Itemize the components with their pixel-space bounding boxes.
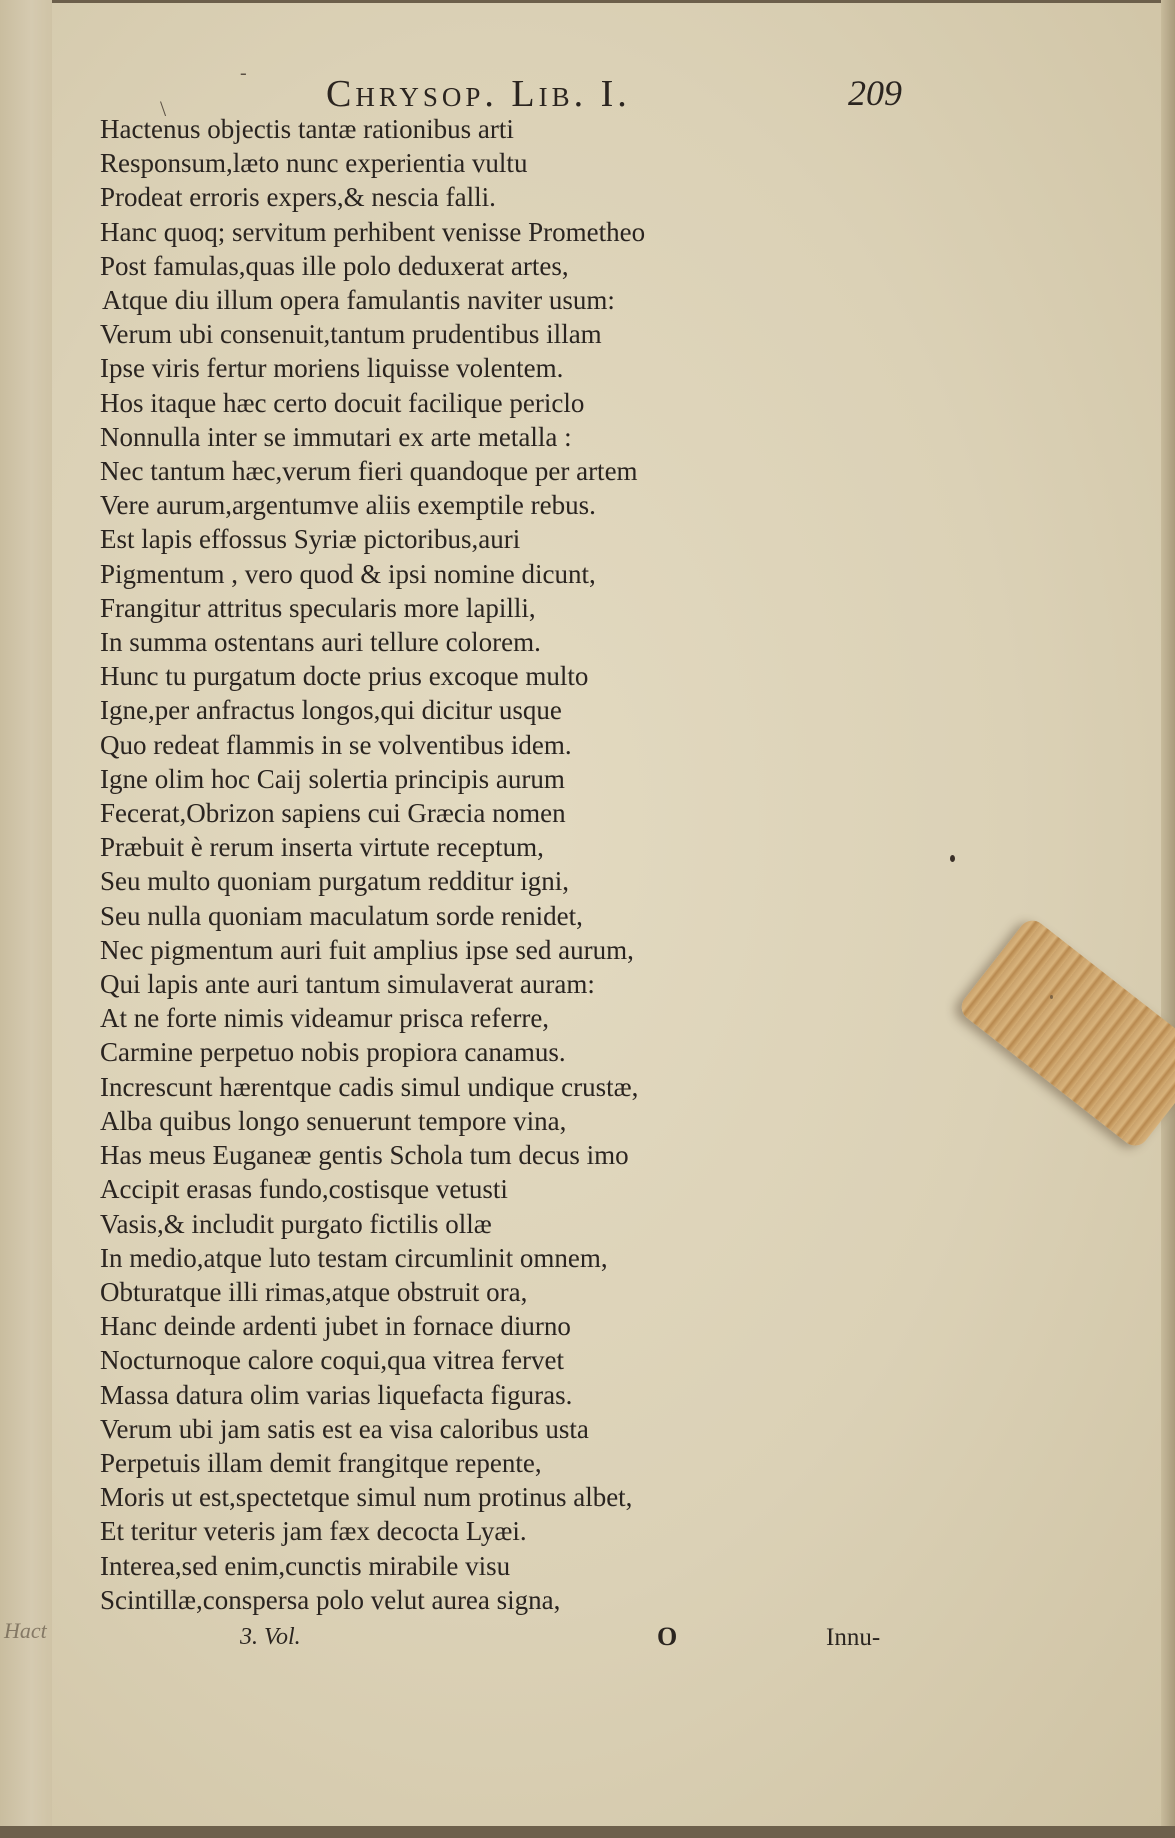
- poem-line: Frangitur attritus specularis more lapilli,: [100, 592, 536, 623]
- poem-line: Igne,per anfractus longos,qui dicitur usque: [100, 695, 562, 726]
- poem-line: At ne forte nimis videamur prisca referre,: [100, 1003, 550, 1034]
- poem-line: Vere aurum,argentumve aliis exemptile rebus.: [100, 490, 596, 521]
- poem-line: Perpetuis illam demit frangitque repente,: [100, 1447, 542, 1478]
- stray-mark: -: [240, 62, 247, 84]
- poem-line: Et teritur veteris jam fæx decocta Lyæi.: [100, 1516, 527, 1547]
- poem-line: Verum ubi jam satis est ea visa caloribus usta: [100, 1413, 589, 1444]
- poem-line: Has meus Euganeæ gentis Schola tum decus imo: [100, 1140, 629, 1171]
- poem-line: Seu multo quoniam purgatum redditur igni,: [100, 866, 569, 897]
- poem-line: Atque diu illum opera famulantis naviter usum:: [102, 285, 615, 316]
- poem-line: Increscunt hærentque cadis simul undique crustæ,: [100, 1071, 639, 1102]
- poem-line: Obturatque illi rimas,atque obstruit ora,: [100, 1276, 528, 1307]
- poem-line: Hos itaque hæc certo docuit facilique periclo: [100, 387, 585, 418]
- poem-line: Ipse viris fertur moriens liquisse volentem.: [100, 353, 564, 384]
- poem-line: Nocturnoque calore coqui,qua vitrea fervet: [100, 1345, 565, 1376]
- poem-line: Hunc tu purgatum docte prius excoque multo: [100, 661, 589, 692]
- ink-spot: [950, 855, 955, 862]
- poem-line: Massa datura olim varias liquefacta figuras.: [100, 1379, 573, 1410]
- poem-line: In medio,atque luto testam circumlinit omnem,: [100, 1242, 608, 1273]
- page-bottom-edge: [0, 1826, 1175, 1838]
- poem-line: Interea,sed enim,cunctis mirabile visu: [100, 1550, 511, 1581]
- page-footer: [0, 1618, 1175, 1668]
- poem-line: Fecerat,Obrizon sapiens cui Græcia nomen: [100, 798, 566, 829]
- running-head: Chrysop. Lib. I.: [326, 73, 631, 115]
- catchword: Innu-: [826, 1624, 881, 1651]
- gathering-mark: O: [657, 1622, 678, 1651]
- poem-line: Post famulas,quas ille polo deduxerat artes,: [100, 250, 569, 281]
- ink-spot: [1050, 995, 1053, 999]
- page-right-edge: [1161, 0, 1175, 1838]
- poem-line: Igne olim hoc Caij solertia principis aurum: [100, 763, 565, 794]
- poem-line: Est lapis effossus Syriæ pictoribus,auri: [100, 524, 521, 555]
- offset-text: Hact: [4, 1618, 47, 1643]
- poem-line: Accipit erasas fundo,costisque vetusti: [100, 1174, 508, 1205]
- poem-line: Moris ut est,spectetque simul num protinus albet,: [100, 1482, 633, 1513]
- poem-line: Verum ubi consenuit,tantum prudentibus illam: [100, 319, 602, 350]
- stray-mark: \: [160, 96, 167, 121]
- poem-line: Pigmentum , vero quod & ipsi nomine dicunt,: [100, 558, 596, 589]
- poem-line: Nonnulla inter se immutari ex arte metalla :: [100, 421, 572, 452]
- facing-page-edge: [0, 0, 53, 1838]
- poem-line: Quo redeat flammis in se volventibus idem.: [100, 729, 572, 760]
- poem-line: Hanc deinde ardenti jubet in fornace diurno: [100, 1311, 571, 1342]
- poem-line: Hanc quoq; servitum perhibent venisse Prometheo: [100, 216, 646, 247]
- poem-line: Præbuit è rerum inserta virtute receptum,: [100, 832, 544, 863]
- poem-line: Vasis,& includit purgato fictilis ollæ: [100, 1208, 492, 1239]
- poem-line: Hactenus objectis tantæ rationibus arti: [100, 114, 514, 144]
- poem-line: Scintillæ,conspersa polo velut aurea signa,: [100, 1584, 561, 1615]
- poem-line: Seu nulla quoniam maculatum sorde renidet,: [100, 900, 583, 931]
- page-header: [0, 68, 1175, 118]
- poem-line: Alba quibus longo senuerunt tempore vina,: [100, 1105, 567, 1136]
- poem-text-block: [100, 112, 780, 1617]
- poem-line: Carmine perpetuo nobis propiora canamus.: [100, 1037, 566, 1068]
- poem-line: Nec tantum hæc,verum fieri quandoque per artem: [100, 456, 638, 487]
- poem-line: Responsum,læto nunc experientia vultu: [100, 148, 528, 179]
- poem-line: Nec pigmentum auri fuit amplius ipse sed aurum,: [100, 934, 634, 965]
- poem-line: In summa ostentans auri tellure colorem.: [100, 627, 541, 658]
- page-number: 209: [848, 73, 902, 113]
- poem-line: Qui lapis ante auri tantum simulaverat auram:: [100, 969, 595, 1000]
- poem-line: Prodeat erroris expers,& nescia falli.: [100, 182, 496, 213]
- signature-mark: 3. Vol.: [240, 1624, 301, 1650]
